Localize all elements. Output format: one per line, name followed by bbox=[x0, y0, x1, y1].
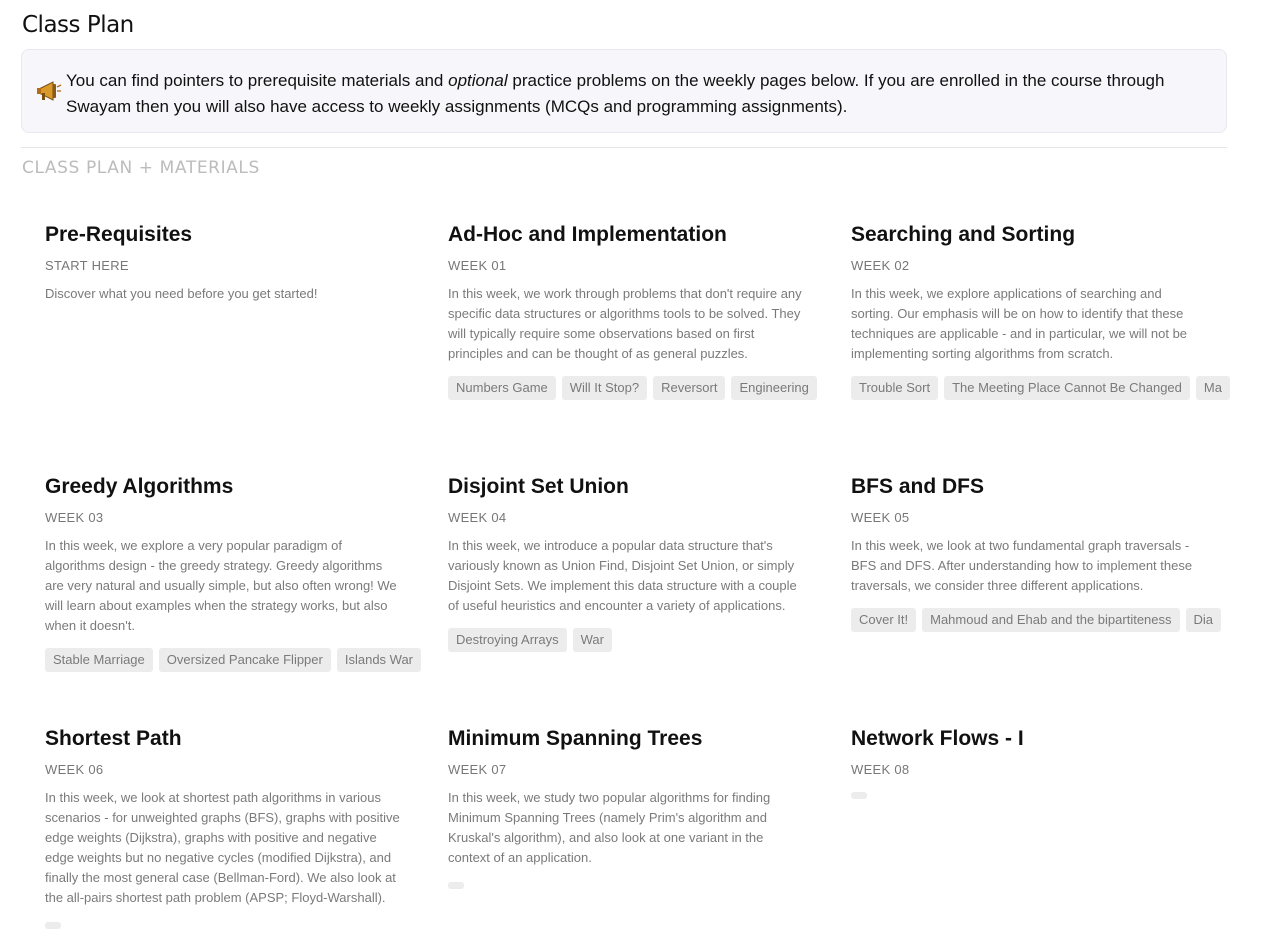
card-bfs-dfs[interactable] bbox=[851, 474, 1214, 632]
card-week: WEEK 08 bbox=[851, 762, 910, 777]
tag[interactable]: Dia bbox=[1186, 608, 1222, 632]
card-week: WEEK 01 bbox=[448, 258, 507, 273]
card-dsu[interactable] bbox=[448, 474, 804, 652]
tag[interactable]: Mahmoud and Ehab and the bipartiteness bbox=[922, 608, 1179, 632]
empty-tag bbox=[45, 922, 61, 929]
card-greedy[interactable] bbox=[45, 474, 414, 672]
card-network-flows[interactable] bbox=[851, 726, 1207, 799]
tag[interactable]: The Meeting Place Cannot Be Changed bbox=[944, 376, 1190, 400]
card-description: In this week, we explore applications of searching and sorting. Our emphasis will be on how to identify that these techniques are applicable - and in particular, we will not be implementing sorting algorithms from scratch. bbox=[851, 286, 1188, 361]
tag[interactable]: Will It Stop? bbox=[562, 376, 647, 400]
card-description: In this week, we look at shortest path algorithms in various scenarios - for unweighted graphs (BFS), graphs with positive edge weights (Dijkstra), graphs with positive and negative edge weights but no negative cycles (modified Dijkstra), and finally the most general case (Bellman-Ford). We also look at the all-pairs shortest path problem (APSP; Floyd-Warshall). bbox=[45, 790, 400, 905]
card-description: In this week, we study two popular algorithms for finding Minimum Spanning Trees (namely Prim's algorithm and Kruskal's algorithm), and also look at one variant in the context of an application. bbox=[448, 790, 771, 865]
card-week: WEEK 06 bbox=[45, 762, 104, 777]
tag[interactable]: Stable Marriage bbox=[45, 648, 153, 672]
megaphone-icon bbox=[36, 80, 62, 102]
tag[interactable]: War bbox=[573, 628, 612, 652]
card-week: WEEK 05 bbox=[851, 510, 910, 525]
card-title: Ad-Hoc and Implementation bbox=[448, 223, 727, 246]
card-week: WEEK 04 bbox=[448, 510, 507, 525]
card-description: Discover what you need before you get started! bbox=[45, 286, 318, 301]
tag-list bbox=[448, 376, 809, 400]
card-mst[interactable] bbox=[448, 726, 804, 889]
tag[interactable]: Engineering bbox=[731, 376, 816, 400]
tag[interactable]: Reversort bbox=[653, 376, 725, 400]
tag[interactable]: Trouble Sort bbox=[851, 376, 938, 400]
tag-list bbox=[448, 628, 801, 652]
tag-list bbox=[45, 648, 414, 672]
tag-list bbox=[851, 376, 1222, 400]
tag[interactable]: Destroying Arrays bbox=[448, 628, 567, 652]
card-description: In this week, we look at two fundamental graph traversals - BFS and DFS. After understanding how to implement these traversals, we consider three different applications. bbox=[851, 538, 1193, 593]
card-title: Searching and Sorting bbox=[851, 223, 1076, 246]
card-ad-hoc[interactable] bbox=[448, 222, 809, 400]
divider bbox=[21, 147, 1227, 148]
card-title: Minimum Spanning Trees bbox=[448, 727, 703, 750]
tag[interactable]: Oversized Pancake Flipper bbox=[159, 648, 331, 672]
card-description: In this week, we explore a very popular paradigm of algorithms design - the greedy strategy. Greedy algorithms are very natural and usually simple, but also often wrong! We will learn about examples when the strategy works, but also when it doesn't. bbox=[45, 538, 397, 633]
card-week: WEEK 07 bbox=[448, 762, 507, 777]
card-title: Shortest Path bbox=[45, 727, 182, 750]
card-week: START HERE bbox=[45, 258, 129, 273]
empty-tag bbox=[851, 792, 867, 799]
info-callout bbox=[21, 49, 1227, 133]
card-title: Disjoint Set Union bbox=[448, 475, 629, 498]
tag-list bbox=[851, 608, 1214, 632]
card-description: In this week, we work through problems that don't require any specific data structures or algorithms tools to be solved. They will typically require some observations based on first principles and can be thought of as general puzzles. bbox=[448, 286, 802, 361]
card-title: Greedy Algorithms bbox=[45, 475, 234, 498]
emphasis-optional: optional bbox=[448, 71, 508, 90]
card-searching-sorting[interactable] bbox=[851, 222, 1222, 400]
card-title: Pre-Requisites bbox=[45, 223, 193, 246]
card-pre-requisites[interactable] bbox=[45, 222, 401, 304]
tag[interactable]: Islands War bbox=[337, 648, 421, 672]
callout-text: You can find pointers to prerequisite materials and optional practice problems on the weekly pages below. If you are enrolled in the course through Swayam then you will also have access to weekly assignments (MCQs and programming assignments). bbox=[66, 71, 1165, 116]
card-week: WEEK 02 bbox=[851, 258, 910, 273]
page-title: Class Plan bbox=[22, 12, 134, 38]
card-title: BFS and DFS bbox=[851, 475, 985, 498]
card-title: Network Flows - I bbox=[851, 727, 1024, 750]
tag[interactable]: Numbers Game bbox=[448, 376, 556, 400]
tag[interactable]: Cover It! bbox=[851, 608, 916, 632]
section-heading: CLASS PLAN + MATERIALS bbox=[22, 158, 260, 178]
empty-tag bbox=[448, 882, 464, 889]
card-shortest-path[interactable] bbox=[45, 726, 401, 929]
card-description: In this week, we introduce a popular data structure that's variously known as Union Find, Disjoint Set Union, or simply Disjoint Sets. We implement this data structure with a couple of useful heuristics and encounter a variety of applications. bbox=[448, 538, 797, 613]
tag[interactable]: Ma bbox=[1196, 376, 1230, 400]
card-week: WEEK 03 bbox=[45, 510, 104, 525]
